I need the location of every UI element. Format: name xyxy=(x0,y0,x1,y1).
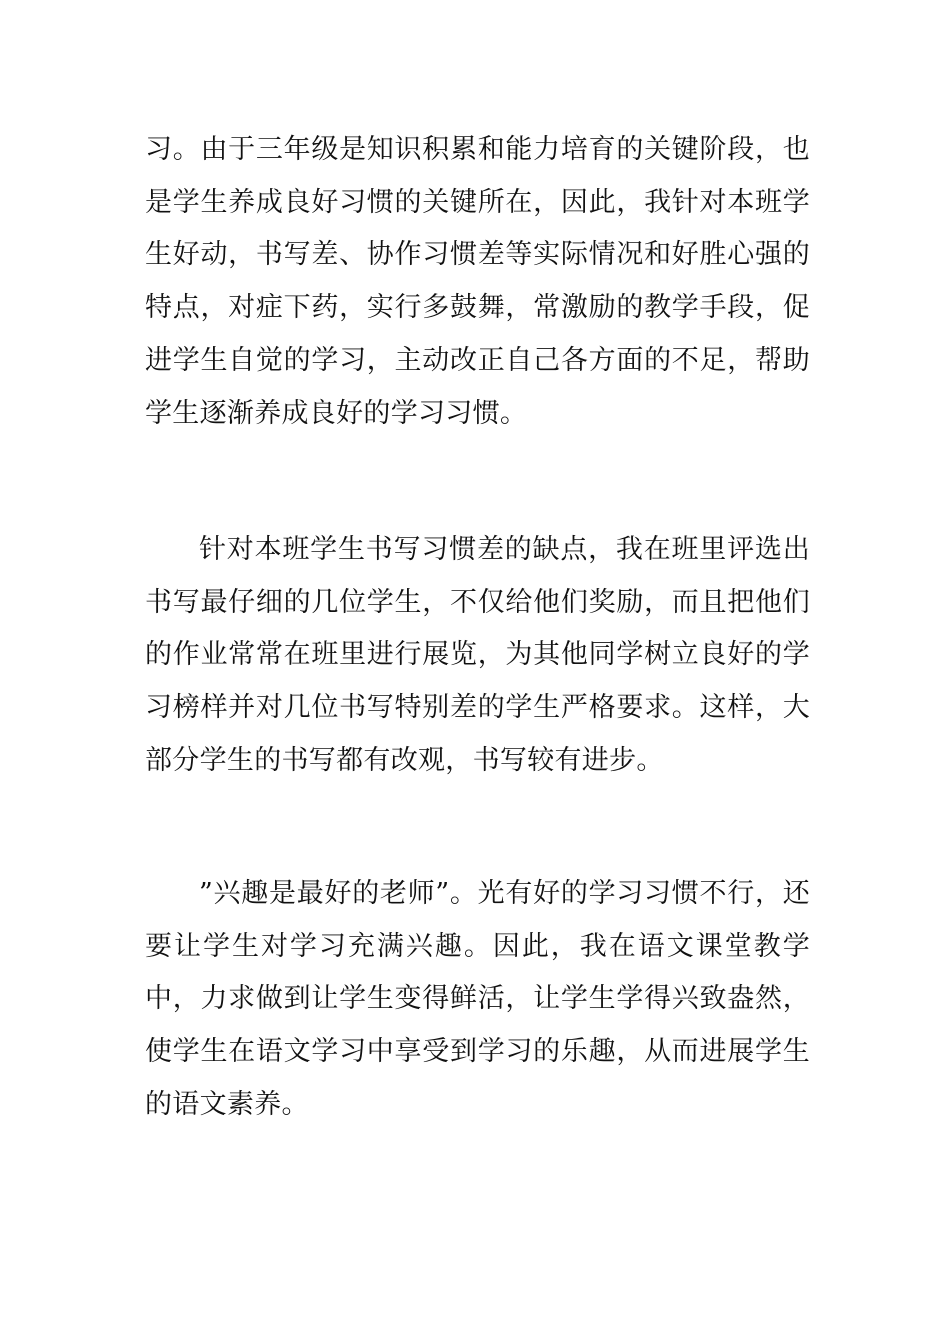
paragraph-writing-habits: 针对本班学生书写习惯差的缺点，我在班里评选出书写最仔细的几位学生，不仅给他们奖励，而且把他们的作业常常在班里进行展览，为其他同学树立良好的学习榜样并对几位书写特别差的学生严格要求。这样，大部分学生的书写都有改观，书写较有进步。 xyxy=(145,534,810,776)
paragraph-interest: ”兴趣是最好的老师”。光有好的学习习惯不行，还要让学生对学习充满兴趣。因此，我在语文课堂教学中，力求做到让学生变得鲜活，让学生学得兴致盎然，使学生在语文学习中享受到学习的乐趣，从而进展学生的语文素养。 xyxy=(145,878,810,1120)
paragraph-continuation: 习。由于三年级是知识积累和能力培育的关键阶段，也是学生养成良好习惯的关键所在，因此，我针对本班学生好动，书写差、协作习惯差等实际情况和好胜心强的特点，对症下药，实行多鼓舞，常激励的教学手段，促进学生自觉的学习，主动改正自己各方面的不足，帮助学生逐渐养成良好的学习习惯。 xyxy=(145,134,810,429)
